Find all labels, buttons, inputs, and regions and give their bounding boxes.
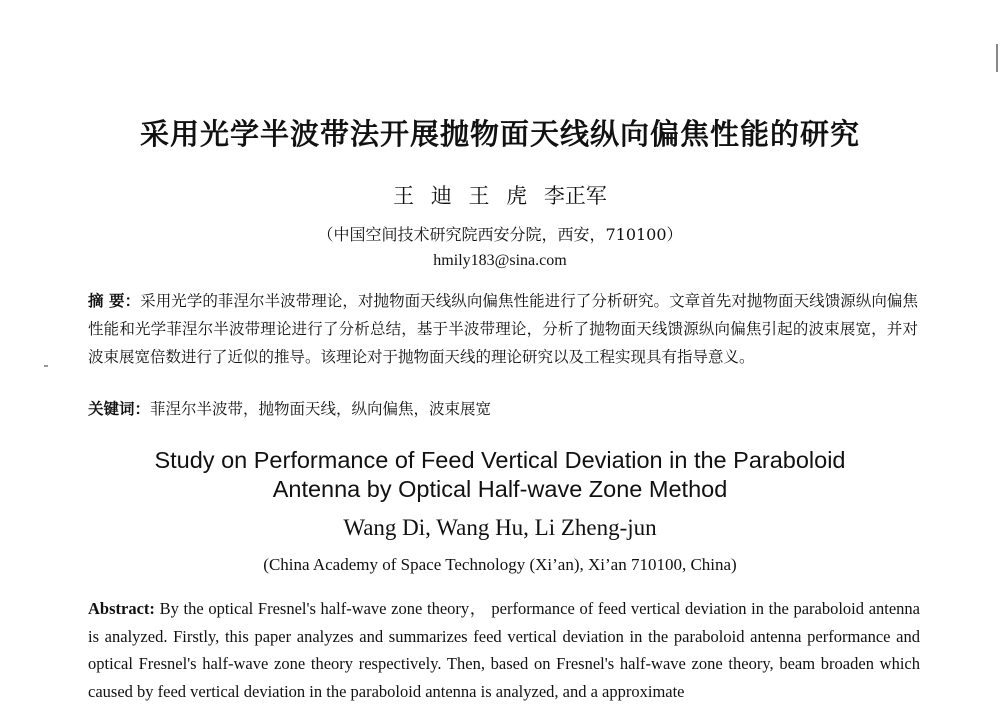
english-abstract-text: By the optical Fresnel's half-wave zone theory， performance of feed vertical deviation in the paraboloid antenna is analyzed. Firstly, this paper analyzes and summarizes feed vertical deviation in the paraboloid antenna performance and optical Fresnel's half-wave zone theory respectively. Then, based on Fresnel's half-wave zone theory, beam broaden which caused by feed vertical deviation in the paraboloid antenna is analyzed, and a approximate (88, 599, 920, 701)
scan-tick (44, 365, 48, 367)
chinese-abstract (88, 287, 918, 371)
chinese-keywords-label: 关键词： (88, 400, 151, 418)
chinese-keywords (88, 397, 918, 421)
english-abstract (88, 595, 920, 705)
chinese-affiliation: （中国空间技术研究院西安分院，西安，710100） (317, 225, 683, 244)
chinese-abstract-label: 摘 要： (88, 292, 141, 310)
english-title-line-2: Antenna by Optical Half-wave Zone Method (272, 476, 728, 502)
english-affiliation: (China Academy of Space Technology (Xi’an), Xi’an 710100, China) (263, 555, 737, 574)
author-email: hmily183@sina.com (433, 252, 567, 269)
chinese-keywords-text: 菲涅尔半波带，抛物面天线，纵向偏焦，波束展宽 (150, 400, 492, 418)
chinese-abstract-text: 采用光学的菲涅尔半波带理论，对抛物面天线纵向偏焦性能进行了分析研究。文章首先对抛物面天线馈源纵向偏焦性能和光学菲涅尔半波带理论进行了分析总结，基于半波带理论，分析了抛物面天线馈源纵向偏焦引起的波束展宽，并对波束展宽倍数进行了近似的推导。该理论对于抛物面天线的理论研究以及工程实现具有指导意义。 (88, 292, 918, 366)
english-title (0, 446, 1000, 504)
english-authors: Wang Di, Wang Hu, Li Zheng-jun (343, 515, 657, 540)
scan-mark (986, 44, 998, 72)
chinese-authors: 王 迪 王 虎 李正军 (393, 184, 607, 208)
english-abstract-label: Abstract: (88, 599, 155, 618)
english-title-line-1: Study on Performance of Feed Vertical Deviation in the Paraboloid (154, 447, 846, 473)
chinese-title: 采用光学半波带法开展抛物面天线纵向偏焦性能的研究 (139, 117, 860, 151)
